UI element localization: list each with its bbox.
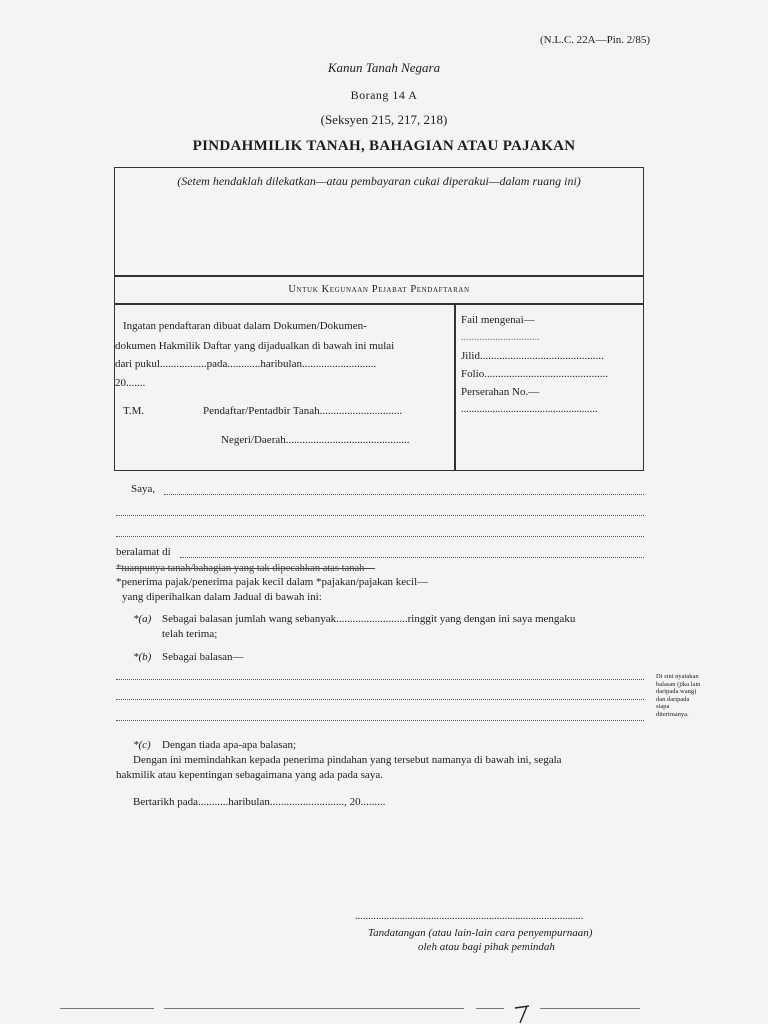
signature-dots: ....................................................................................... (355, 911, 584, 922)
file-label: Fail mengenai— (461, 314, 535, 326)
transfer-clause-line-1: Dengan ini memindahkan kepada penerima pindahan yang tersebut namanya di bawah ini, segala (133, 754, 562, 766)
transfer-clause-line-2: hakmilik atau kepentingan sebagaimana yang ada pada saya. (116, 769, 383, 781)
option-a-marker: *(a) (133, 613, 152, 625)
file-dots: .............................. (461, 332, 540, 343)
margin-note: Di sini nyatakan balasan (jika lain daripada wang) dan daripada siapa diterimanya. (656, 673, 701, 718)
signature-caption-1: Tandatangan (atau lain-lain cara penyempurnaan) (368, 927, 593, 939)
stamp-instruction: (Setem hendaklah dilekatkan—atau pembayaran cukai diperakui—dalam ruang ini) (177, 174, 581, 188)
option-b-marker: *(b) (133, 651, 152, 663)
schedule-reference-line: yang diperihalkan dalam Jadual di bawah ini: (122, 591, 322, 603)
document-title: PINDAHMILIK TANAH, BAHAGIAN ATAU PAJAKAN (192, 138, 576, 154)
option-a-text-2: telah terima; (162, 628, 218, 640)
option-c-text: Dengan tiada apa-apa balasan; (162, 739, 297, 751)
bottom-rule-3 (476, 1008, 504, 1009)
file-reference-box (454, 303, 644, 471)
memo-line-2: dokumen Hakmilik Daftar yang dijadualkan di bawah ini mulai (115, 340, 395, 352)
bottom-rule-2 (164, 1008, 464, 1009)
office-use-header (114, 275, 644, 305)
folio-line: Folio............................................. (461, 368, 608, 380)
tm-label: T.M. (123, 405, 145, 417)
registration-memo-box (114, 303, 456, 471)
volume-line: Jilid............................................. (461, 350, 604, 362)
transferor-label: Saya, (131, 483, 156, 495)
bottom-rule-4 (540, 1008, 640, 1009)
form-number: Borang 14 A (350, 88, 418, 102)
presentation-label: Perserahan No.— (461, 386, 540, 398)
consideration-line-2 (116, 699, 644, 700)
signature-caption-2: oleh atau bagi pihak pemindah (418, 941, 555, 953)
presentation-dots: .................................................... (461, 404, 598, 415)
registrar-signature-line: Pendaftar/Pentadbir Tanah.............................. (203, 405, 403, 417)
law-name: Kanun Tanah Negara (327, 60, 441, 75)
state-district-line: Negeri/Daerah............................................. (221, 434, 410, 446)
transferor-name-line-2 (116, 515, 644, 516)
proprietor-option-line: *tuanpunya tanah/bahagian yang tak dipecahkan atas tanah— (116, 563, 375, 574)
address-line (180, 557, 644, 558)
stamp-area (114, 167, 644, 277)
address-label: beralamat di (116, 546, 171, 558)
lessee-option-line: *penerima pajak/penerima pajak kecil dalam *pajakan/pajakan kecil— (116, 576, 429, 588)
option-a-text: Sebagai balasan jumlah wang sebanyak..........................ringgit yang dengan ini saya mengaku (162, 613, 576, 625)
transferor-name-line-3 (116, 536, 644, 537)
slash-mark (512, 1002, 532, 1024)
office-use-heading: Untuk Kegunaan Pejabat Pendaftaran (288, 284, 470, 295)
memo-line-4: 20....... (115, 377, 146, 389)
memo-line-1: Ingatan pendaftaran dibuat dalam Dokumen/Dokumen- (123, 320, 367, 332)
transferor-name-line (164, 494, 644, 495)
consideration-line-3 (116, 720, 644, 721)
memo-line-3: dari pukul.................pada............haribulan........................... (115, 358, 377, 370)
bottom-rule-1 (60, 1008, 154, 1009)
option-b-text: Sebagai balasan— (162, 651, 244, 663)
consideration-line-1 (116, 679, 644, 680)
option-c-marker: *(c) (133, 739, 151, 751)
date-line: Bertarikh pada...........haribulan..........................., 20......... (133, 796, 386, 808)
section-references: (Seksyen 215, 217, 218) (320, 112, 448, 127)
form-reference: (N.L.C. 22A—Pin. 2/85) (540, 34, 650, 46)
